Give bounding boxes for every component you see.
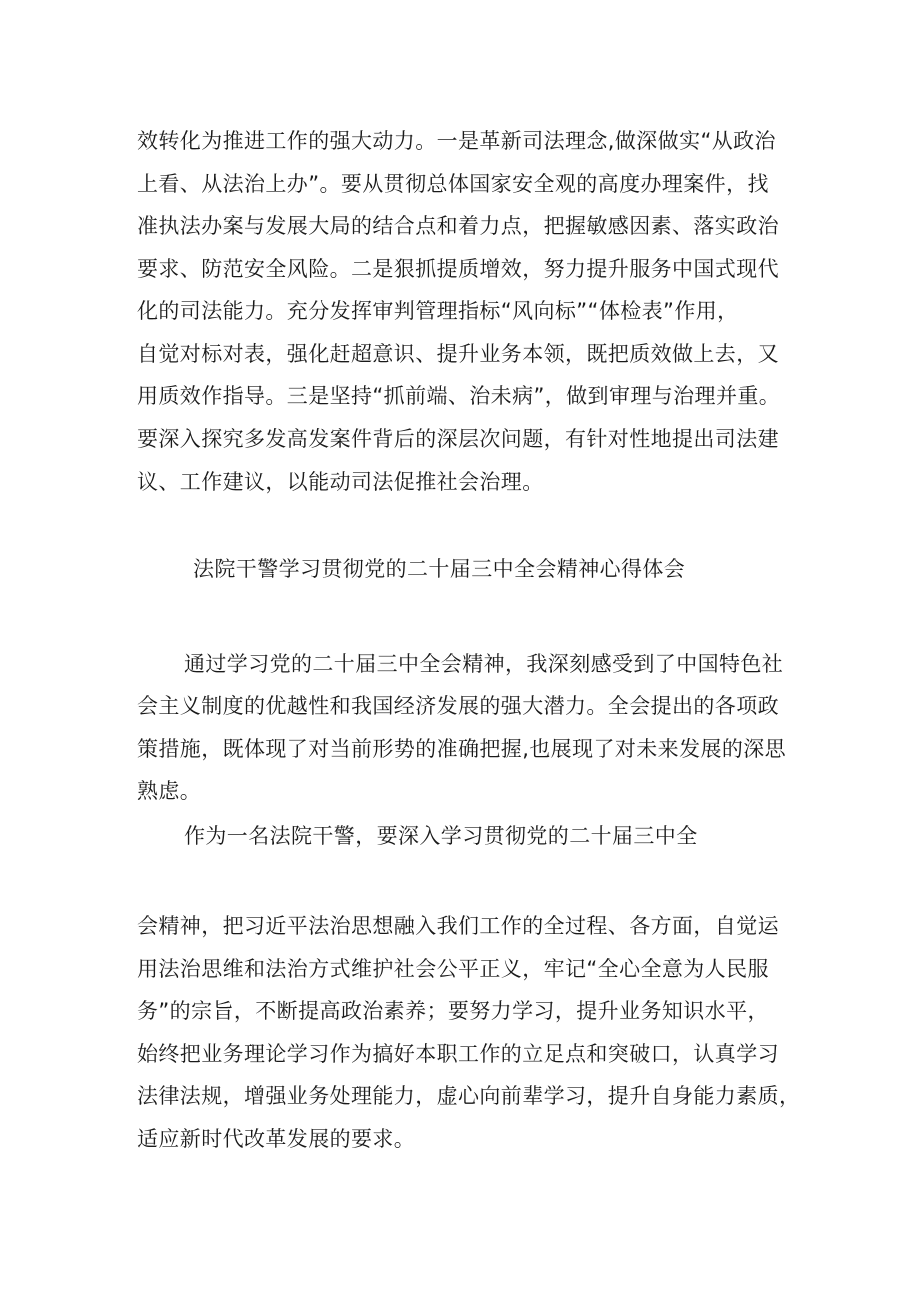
paragraph-line: 要深入探究多发高发案件背后的深层次问题，有针对性地提出司法建 xyxy=(137,427,779,451)
paragraph-line: 会精神，把习近平法治思想融入我们工作的全过程、各方面，自觉运 xyxy=(137,914,779,938)
paragraph-line: 策措施，既体现了对当前形势的准确把握,也展现了对未来发展的深思 xyxy=(137,737,787,761)
paragraph-line: 会主义制度的优越性和我国经济发展的强大潜力。全会提出的各项政 xyxy=(137,694,779,718)
paragraph-line: 要求、防范安全风险。二是狠抓提质增效，努力提升服务中国式现代 xyxy=(137,257,779,281)
paragraph-line: 熟虑。 xyxy=(137,779,202,803)
paragraph-line: 适应新时代改革发展的要求。 xyxy=(137,1127,416,1151)
paragraph-line: 用法治思维和法治方式维护社会公平正义，牢记“全心全意为人民服 xyxy=(137,957,769,981)
paragraph-line: 议、工作建议，以能动司法促推社会治理。 xyxy=(137,470,544,494)
paragraph-line: 准执法办案与发展大局的结合点和着力点，把握敏感因素、落实政治 xyxy=(137,214,779,238)
paragraph-line: 法律法规，增强业务处理能力，虚心向前辈学习，提升自身能力素质， xyxy=(137,1084,801,1108)
paragraph-line: 始终把业务理论学习作为搞好本职工作的立足点和突破口，认真学习 xyxy=(137,1042,779,1066)
paragraph-line: 通过学习党的二十届三中全会精神，我深刻感受到了中国特色社 xyxy=(184,652,784,676)
document-title: 法院干警学习贯彻党的二十届三中全会精神心得体会 xyxy=(193,557,686,581)
paragraph-line: 务”的宗旨，不断提高政治素养；要努力学习，提升业务知识水平， xyxy=(137,999,769,1023)
paragraph-line: 自觉对标对表，强化赶超意识、提升业务本领，既把质效做上去，又 xyxy=(137,342,779,366)
paragraph-line: 用质效作指导。三是坚持“抓前端、治未病”，做到审理与治理并重。 xyxy=(137,384,781,408)
paragraph-line: 上看、从法治上办”。要从贯彻总体国家安全观的高度办理案件，找 xyxy=(137,172,769,196)
paragraph-line: 作为一名法院干警，要深入学习贯彻党的二十届三中全 xyxy=(184,824,698,848)
paragraph-line: 化的司法能力。充分发挥审判管理指标“风向标”“体检表”作用， xyxy=(137,299,739,323)
paragraph-line: 效转化为推进工作的强大动力。一是革新司法理念,做深做实“从政治 xyxy=(137,129,776,153)
